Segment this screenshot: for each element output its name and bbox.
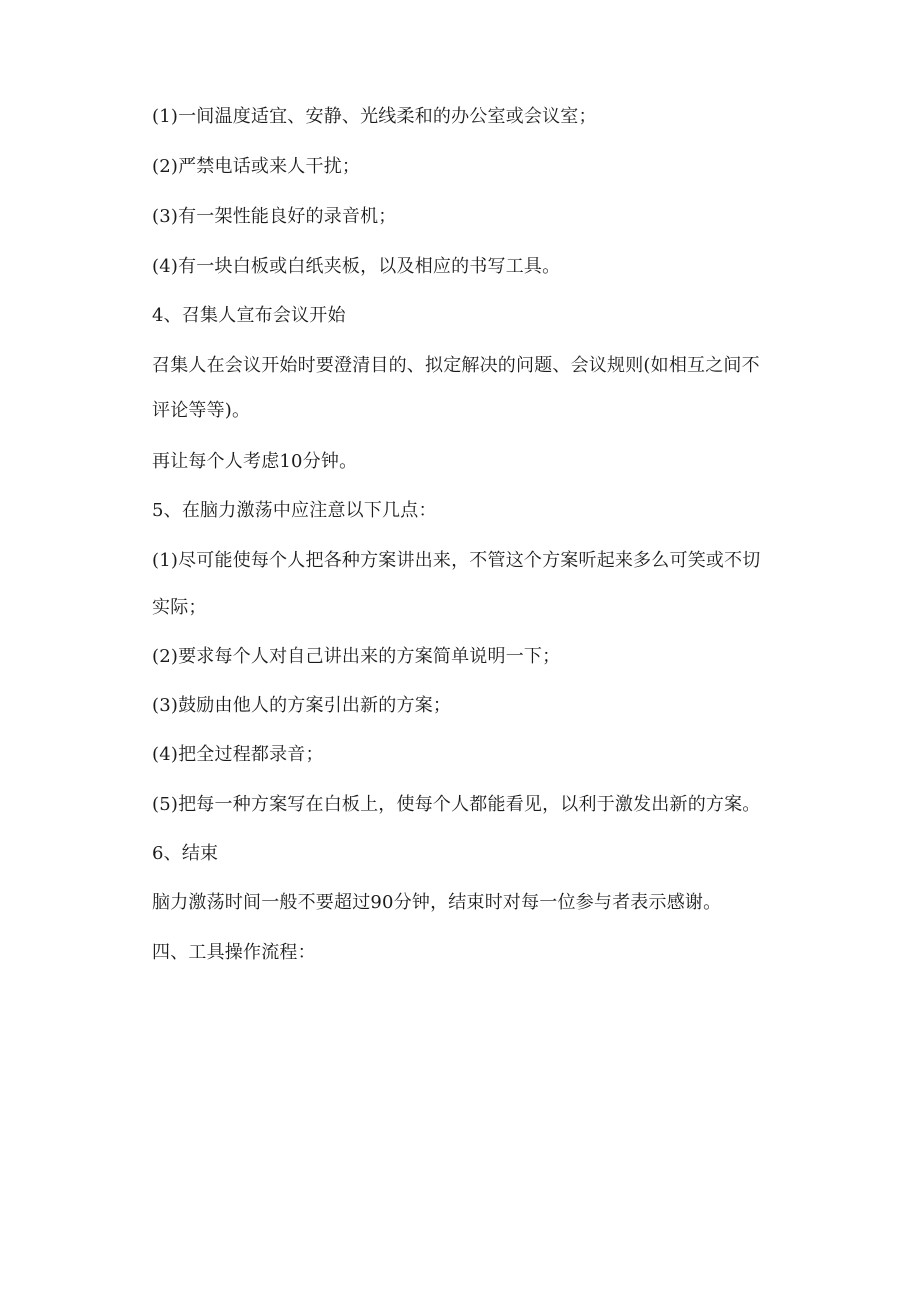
list-item-note-2: (2)要求每个人对自己讲出来的方案简单说明一下； <box>152 646 561 667</box>
list-item-note-1-line-2: 实际； <box>152 597 207 618</box>
list-item-requirement-1: (1)一间温度适宜、安静、光线柔和的办公室或会议室； <box>152 106 597 127</box>
section-heading-part-4: 四、工具操作流程： <box>152 942 316 963</box>
list-item-requirement-2: (2)严禁电话或来人干扰； <box>152 156 361 177</box>
list-item-requirement-3: (3)有一架性能良好的录音机； <box>152 206 397 227</box>
section-heading-4: 4、召集人宣布会议开始 <box>152 305 346 326</box>
paragraph-convener-line-1: 召集人在会议开始时要澄清目的、拟定解决的问题、会议规则(如相互之间不 <box>152 355 760 376</box>
list-item-note-4: (4)把全过程都录音； <box>152 744 324 765</box>
list-item-note-1-line-1: (1)尽可能使每个人把各种方案讲出来，不管这个方案听起来多么可笑或不切 <box>152 550 761 571</box>
paragraph-think-time: 再让每个人考虑10分钟。 <box>152 451 358 472</box>
paragraph-convener-line-2: 评论等等)。 <box>152 400 251 421</box>
section-heading-5: 5、在脑力激荡中应注意以下几点： <box>152 500 437 521</box>
list-item-note-5: (5)把每一种方案写在白板上，使每个人都能看见，以利于激发出新的方案。 <box>152 794 761 815</box>
list-item-requirement-4: (4)有一块白板或白纸夹板，以及相应的书写工具。 <box>152 256 561 277</box>
section-heading-6: 6、结束 <box>152 843 219 864</box>
paragraph-closing: 脑力激荡时间一般不要超过90分钟，结束时对每一位参与者表示感谢。 <box>152 892 722 913</box>
list-item-note-3: (3)鼓励由他人的方案引出新的方案； <box>152 695 452 716</box>
